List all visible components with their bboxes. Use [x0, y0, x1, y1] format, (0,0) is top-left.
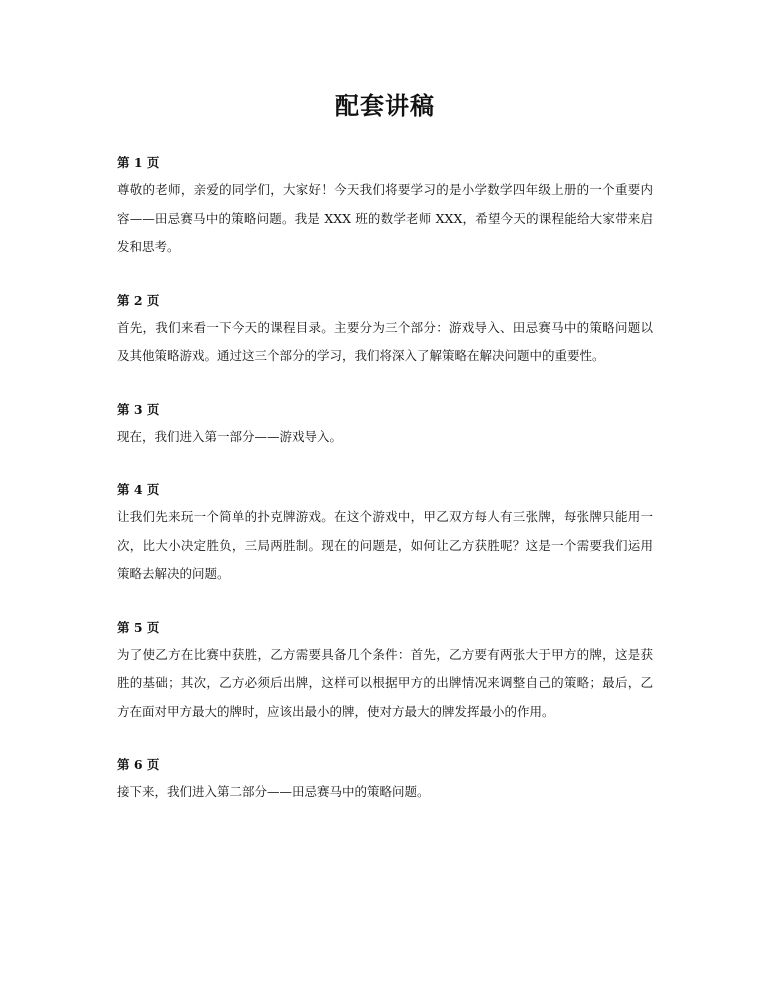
section-body: 为了使乙方在比赛中获胜，乙方需要具备几个条件：首先，乙方要有两张大于甲方的牌，这是获胜的基础；其次，乙方必须后出牌，这样可以根据甲方的出牌情况来调整自己的策略；最后，乙方在面对甲方最大的牌时，应该出最小的牌，使对方最大的牌发挥最小的作用。 — [117, 646, 653, 719]
section-page-4 — [117, 477, 653, 589]
section-body: 尊敬的老师，亲爱的同学们，大家好！今天我们将要学习的是小学数学四年级上册的一个重要内容——田忌赛马中的策略问题。我是 XXX 班的数学老师 XXX，希望今天的课程能给大家带来启发和思考。 — [117, 182, 653, 254]
section-page-5 — [117, 615, 653, 727]
section-page-1 — [117, 150, 653, 262]
section-body: 现在，我们进入第一部分——游戏导入。 — [117, 428, 343, 444]
section-heading: 第 6 页 — [117, 757, 160, 772]
section-page-6 — [117, 752, 653, 807]
document-content — [117, 150, 653, 833]
section-heading: 第 3 页 — [117, 401, 160, 417]
section-body: 让我们先来玩一个简单的扑克牌游戏。在这个游戏中，甲乙双方每人有三张牌，每张牌只能用一次，比大小决定胜负，三局两胜制。现在的问题是，如何让乙方获胜呢？这是一个需要我们运用策略去解决的问题。 — [117, 509, 653, 581]
section-page-2 — [117, 288, 653, 371]
section-heading: 第 2 页 — [117, 292, 160, 308]
section-body: 接下来，我们进入第二部分——田忌赛马中的策略问题。 — [117, 784, 430, 799]
document-title: 配套讲稿 — [335, 91, 435, 120]
section-page-3 — [117, 397, 653, 452]
section-heading: 第 4 页 — [117, 482, 160, 497]
section-body: 首先，我们来看一下今天的课程目录。主要分为三个部分：游戏导入、田忌赛马中的策略问题以及其他策略游戏。通过这三个部分的学习，我们将深入了解策略在解决问题中的重要性。 — [117, 319, 653, 363]
section-heading: 第 1 页 — [117, 155, 160, 170]
section-heading: 第 5 页 — [117, 619, 160, 635]
